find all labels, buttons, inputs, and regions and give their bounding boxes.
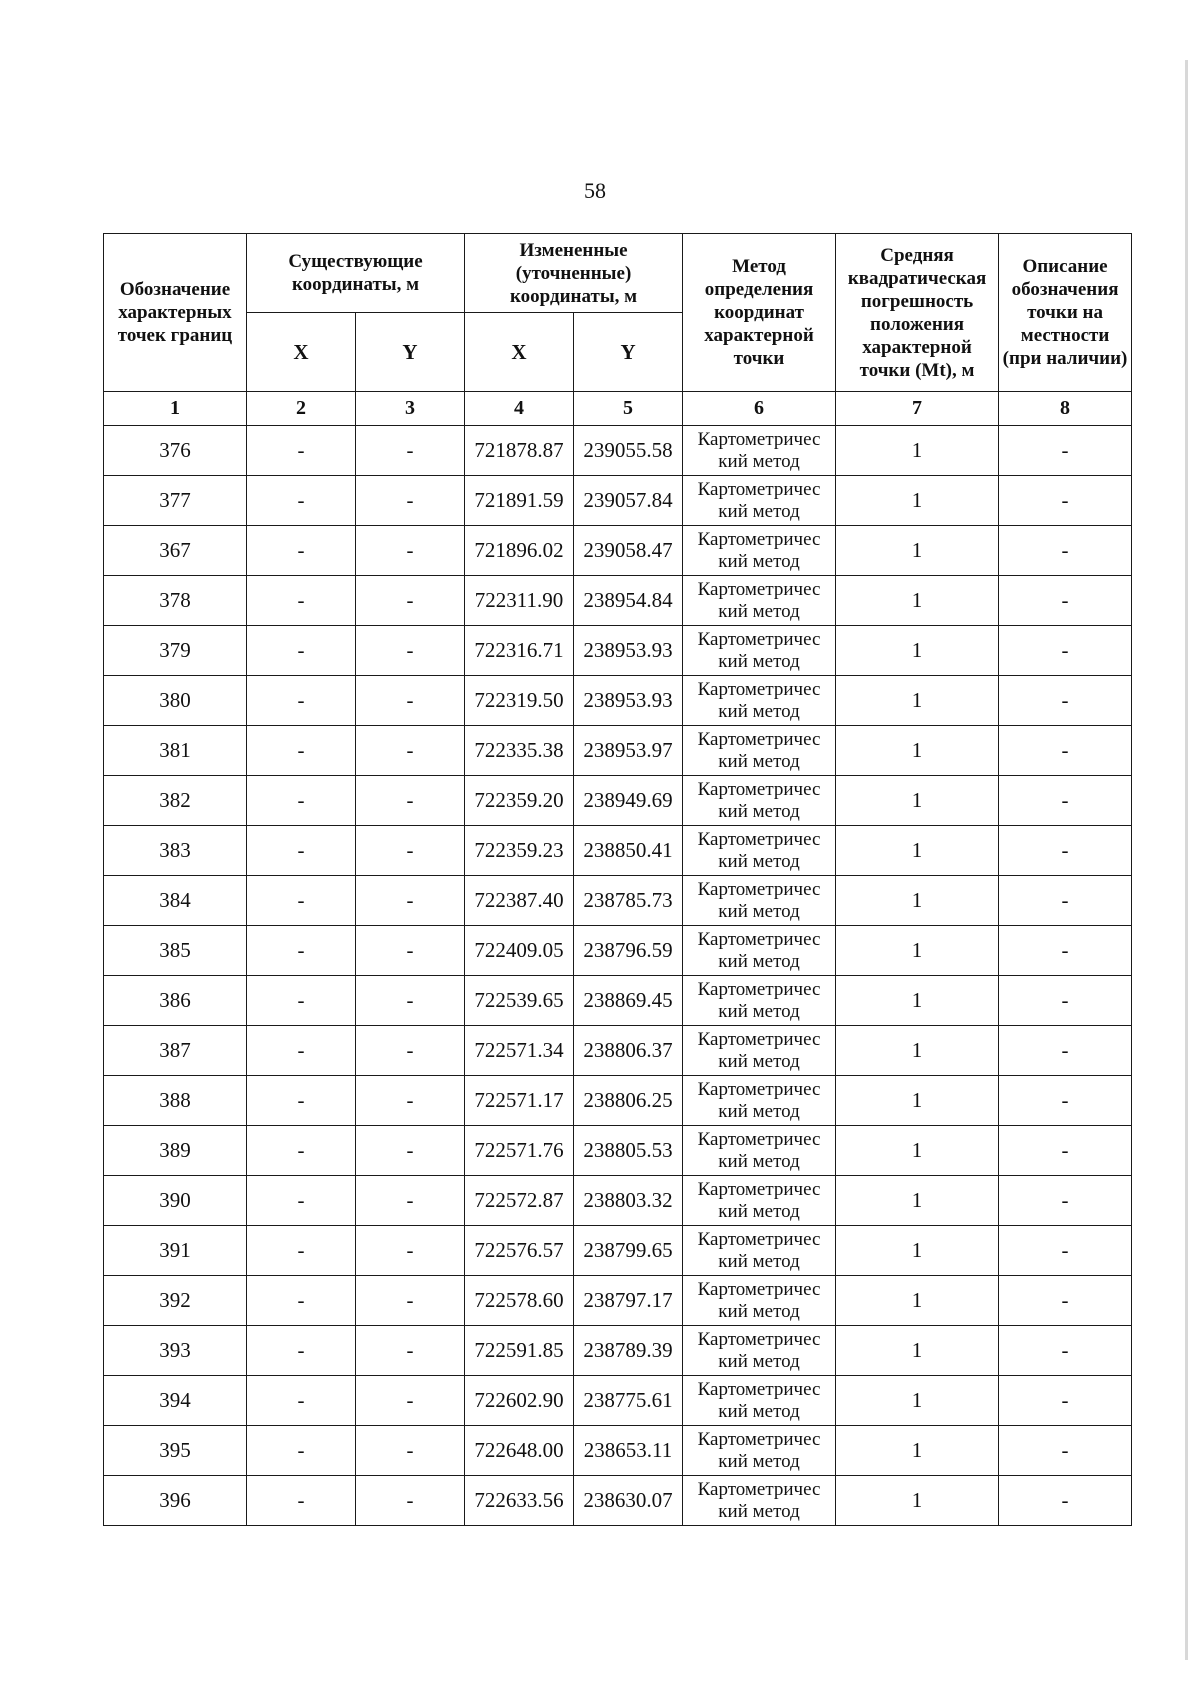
cell-existing-y: - [356, 1326, 465, 1376]
header-mean-error: Средняя квадратическая погрешность положения характерной точки (Mt), м [836, 234, 999, 392]
cell-description: - [999, 1126, 1132, 1176]
cell-changed-x: 722335.38 [465, 726, 574, 776]
cell-existing-y: - [356, 526, 465, 576]
cell-existing-y: - [356, 676, 465, 726]
table-row [104, 1126, 1132, 1176]
cell-method: Картометричес кий метод [683, 576, 836, 626]
table-row [104, 1376, 1132, 1426]
cell-mean-error: 1 [836, 476, 999, 526]
cell-point-id: 382 [104, 776, 247, 826]
table-row [104, 476, 1132, 526]
cell-existing-y: - [356, 1026, 465, 1076]
table-body [104, 426, 1132, 1526]
cell-description: - [999, 876, 1132, 926]
cell-point-id: 394 [104, 1376, 247, 1426]
page-edge-shadow [1185, 60, 1188, 1660]
cell-changed-y: 238805.53 [574, 1126, 683, 1176]
page-number: 58 [584, 178, 606, 203]
cell-point-id: 376 [104, 426, 247, 476]
cell-description: - [999, 426, 1132, 476]
cell-method: Картометричес кий метод [683, 1226, 836, 1276]
cell-existing-y: - [356, 926, 465, 976]
cell-changed-y: 238785.73 [574, 876, 683, 926]
header-changed-x: X [465, 313, 574, 392]
cell-changed-x: 722571.17 [465, 1076, 574, 1126]
cell-description: - [999, 576, 1132, 626]
cell-existing-y: - [356, 776, 465, 826]
cell-existing-x: - [247, 1176, 356, 1226]
cell-changed-y: 239055.58 [574, 426, 683, 476]
cell-existing-x: - [247, 576, 356, 626]
cell-changed-y: 238949.69 [574, 776, 683, 826]
table-row [104, 626, 1132, 676]
cell-existing-x: - [247, 726, 356, 776]
cell-existing-x: - [247, 776, 356, 826]
cell-method: Картометричес кий метод [683, 526, 836, 576]
cell-method: Картометричес кий метод [683, 626, 836, 676]
column-number: 8 [999, 392, 1132, 426]
cell-method: Картометричес кий метод [683, 1476, 836, 1526]
coordinates-table [103, 233, 1132, 1526]
cell-existing-y: - [356, 476, 465, 526]
cell-changed-x: 722572.87 [465, 1176, 574, 1226]
cell-method: Картометричес кий метод [683, 976, 836, 1026]
cell-point-id: 385 [104, 926, 247, 976]
cell-mean-error: 1 [836, 1126, 999, 1176]
cell-changed-y: 238953.97 [574, 726, 683, 776]
cell-existing-y: - [356, 826, 465, 876]
table-row [104, 576, 1132, 626]
cell-description: - [999, 676, 1132, 726]
cell-mean-error: 1 [836, 1226, 999, 1276]
column-number: 7 [836, 392, 999, 426]
cell-existing-x: - [247, 1026, 356, 1076]
cell-changed-x: 722539.65 [465, 976, 574, 1026]
cell-mean-error: 1 [836, 1426, 999, 1476]
cell-method: Картометричес кий метод [683, 676, 836, 726]
cell-point-id: 386 [104, 976, 247, 1026]
cell-mean-error: 1 [836, 876, 999, 926]
cell-point-id: 387 [104, 1026, 247, 1076]
cell-point-id: 395 [104, 1426, 247, 1476]
cell-changed-x: 722316.71 [465, 626, 574, 676]
cell-existing-x: - [247, 876, 356, 926]
cell-method: Картометричес кий метод [683, 726, 836, 776]
header-existing-x: X [247, 313, 356, 392]
table-row [104, 876, 1132, 926]
cell-point-id: 383 [104, 826, 247, 876]
cell-mean-error: 1 [836, 426, 999, 476]
table-row [104, 1426, 1132, 1476]
cell-existing-x: - [247, 1126, 356, 1176]
header-changed-coords: Измененные (уточненные) координаты, м [465, 234, 683, 313]
cell-method: Картометричес кий метод [683, 1176, 836, 1226]
cell-point-id: 381 [104, 726, 247, 776]
cell-method: Картометричес кий метод [683, 1276, 836, 1326]
cell-changed-x: 722648.00 [465, 1426, 574, 1476]
cell-changed-y: 238796.59 [574, 926, 683, 976]
cell-existing-x: - [247, 1276, 356, 1326]
table-row [104, 1076, 1132, 1126]
cell-mean-error: 1 [836, 1076, 999, 1126]
table-row [104, 426, 1132, 476]
cell-point-id: 392 [104, 1276, 247, 1326]
cell-changed-y: 238953.93 [574, 626, 683, 676]
table-row [104, 726, 1132, 776]
column-number: 5 [574, 392, 683, 426]
cell-method: Картометричес кий метод [683, 1326, 836, 1376]
cell-mean-error: 1 [836, 676, 999, 726]
cell-mean-error: 1 [836, 976, 999, 1026]
cell-mean-error: 1 [836, 776, 999, 826]
cell-mean-error: 1 [836, 726, 999, 776]
cell-point-id: 389 [104, 1126, 247, 1176]
cell-mean-error: 1 [836, 1176, 999, 1226]
cell-existing-y: - [356, 1426, 465, 1476]
table-row [104, 1226, 1132, 1276]
cell-description: - [999, 526, 1132, 576]
cell-point-id: 390 [104, 1176, 247, 1226]
header-point-designation: Обозначение характерных точек границ [104, 234, 247, 392]
cell-existing-x: - [247, 626, 356, 676]
cell-existing-x: - [247, 926, 356, 976]
cell-mean-error: 1 [836, 826, 999, 876]
table-row [104, 526, 1132, 576]
cell-changed-x: 722591.85 [465, 1326, 574, 1376]
cell-point-id: 391 [104, 1226, 247, 1276]
table-row [104, 826, 1132, 876]
table-row [104, 1176, 1132, 1226]
cell-changed-x: 722359.23 [465, 826, 574, 876]
cell-mean-error: 1 [836, 576, 999, 626]
cell-method: Картометричес кий метод [683, 426, 836, 476]
cell-description: - [999, 1076, 1132, 1126]
cell-description: - [999, 1326, 1132, 1376]
cell-point-id: 388 [104, 1076, 247, 1126]
header-method: Метод определения координат характерной точки [683, 234, 836, 392]
cell-point-id: 384 [104, 876, 247, 926]
cell-description: - [999, 476, 1132, 526]
cell-changed-y: 239058.47 [574, 526, 683, 576]
cell-existing-y: - [356, 726, 465, 776]
cell-mean-error: 1 [836, 626, 999, 676]
cell-description: - [999, 776, 1132, 826]
cell-existing-y: - [356, 976, 465, 1026]
column-number: 1 [104, 392, 247, 426]
cell-changed-x: 722576.57 [465, 1226, 574, 1276]
column-number: 6 [683, 392, 836, 426]
table-row [104, 1276, 1132, 1326]
cell-changed-x: 721896.02 [465, 526, 574, 576]
cell-existing-x: - [247, 426, 356, 476]
cell-description: - [999, 1276, 1132, 1326]
cell-changed-x: 722319.50 [465, 676, 574, 726]
cell-existing-y: - [356, 1476, 465, 1526]
cell-changed-x: 721891.59 [465, 476, 574, 526]
cell-point-id: 396 [104, 1476, 247, 1526]
cell-existing-y: - [356, 1276, 465, 1326]
cell-changed-y: 238954.84 [574, 576, 683, 626]
cell-changed-y: 238797.17 [574, 1276, 683, 1326]
cell-method: Картометричес кий метод [683, 1126, 836, 1176]
cell-existing-x: - [247, 1076, 356, 1126]
cell-existing-x: - [247, 1326, 356, 1376]
cell-changed-y: 238630.07 [574, 1476, 683, 1526]
cell-method: Картометричес кий метод [683, 476, 836, 526]
cell-existing-y: - [356, 426, 465, 476]
header-existing-y: Y [356, 313, 465, 392]
cell-existing-x: - [247, 826, 356, 876]
cell-changed-x: 722571.34 [465, 1026, 574, 1076]
cell-point-id: 377 [104, 476, 247, 526]
cell-description: - [999, 726, 1132, 776]
cell-method: Картометричес кий метод [683, 1076, 836, 1126]
cell-description: - [999, 1226, 1132, 1276]
cell-point-id: 380 [104, 676, 247, 726]
cell-changed-x: 721878.87 [465, 426, 574, 476]
cell-description: - [999, 1026, 1132, 1076]
cell-mean-error: 1 [836, 1326, 999, 1376]
cell-method: Картометричес кий метод [683, 1376, 836, 1426]
cell-mean-error: 1 [836, 526, 999, 576]
cell-mean-error: 1 [836, 1476, 999, 1526]
cell-existing-x: - [247, 676, 356, 726]
cell-method: Картометричес кий метод [683, 1026, 836, 1076]
column-number: 4 [465, 392, 574, 426]
cell-existing-x: - [247, 976, 356, 1026]
cell-changed-y: 238869.45 [574, 976, 683, 1026]
cell-description: - [999, 1176, 1132, 1226]
header-description: Описание обозначения точки на местности (при наличии) [999, 234, 1132, 392]
cell-changed-x: 722571.76 [465, 1126, 574, 1176]
table-row [104, 926, 1132, 976]
cell-changed-y: 238775.61 [574, 1376, 683, 1426]
header-changed-y: Y [574, 313, 683, 392]
cell-changed-y: 238806.37 [574, 1026, 683, 1076]
cell-existing-y: - [356, 1176, 465, 1226]
cell-changed-x: 722311.90 [465, 576, 574, 626]
cell-mean-error: 1 [836, 1276, 999, 1326]
cell-mean-error: 1 [836, 1026, 999, 1076]
cell-changed-y: 238789.39 [574, 1326, 683, 1376]
cell-method: Картометричес кий метод [683, 1426, 836, 1476]
cell-method: Картометричес кий метод [683, 776, 836, 826]
cell-existing-x: - [247, 526, 356, 576]
table-row [104, 976, 1132, 1026]
table-row [104, 1026, 1132, 1076]
cell-changed-y: 238803.32 [574, 1176, 683, 1226]
cell-description: - [999, 976, 1132, 1026]
cell-changed-x: 722602.90 [465, 1376, 574, 1426]
cell-point-id: 379 [104, 626, 247, 676]
cell-existing-x: - [247, 1426, 356, 1476]
cell-point-id: 393 [104, 1326, 247, 1376]
header-existing-coords: Существующие координаты, м [247, 234, 465, 313]
cell-mean-error: 1 [836, 1376, 999, 1426]
cell-existing-y: - [356, 626, 465, 676]
column-number: 3 [356, 392, 465, 426]
cell-existing-y: - [356, 1226, 465, 1276]
cell-existing-x: - [247, 476, 356, 526]
cell-changed-y: 239057.84 [574, 476, 683, 526]
cell-description: - [999, 1476, 1132, 1526]
cell-description: - [999, 626, 1132, 676]
cell-existing-x: - [247, 1376, 356, 1426]
cell-method: Картометричес кий метод [683, 926, 836, 976]
cell-description: - [999, 926, 1132, 976]
cell-description: - [999, 1376, 1132, 1426]
cell-changed-x: 722387.40 [465, 876, 574, 926]
cell-description: - [999, 826, 1132, 876]
cell-existing-y: - [356, 1126, 465, 1176]
cell-changed-y: 238953.93 [574, 676, 683, 726]
cell-existing-y: - [356, 876, 465, 926]
cell-mean-error: 1 [836, 926, 999, 976]
table-row [104, 1326, 1132, 1376]
cell-existing-y: - [356, 576, 465, 626]
table-row [104, 1476, 1132, 1526]
cell-point-id: 378 [104, 576, 247, 626]
cell-existing-x: - [247, 1226, 356, 1276]
cell-changed-y: 238806.25 [574, 1076, 683, 1126]
cell-existing-y: - [356, 1376, 465, 1426]
table-row [104, 676, 1132, 726]
cell-existing-x: - [247, 1476, 356, 1526]
cell-changed-y: 238799.65 [574, 1226, 683, 1276]
cell-changed-x: 722578.60 [465, 1276, 574, 1326]
table-row [104, 776, 1132, 826]
cell-changed-y: 238850.41 [574, 826, 683, 876]
cell-changed-x: 722633.56 [465, 1476, 574, 1526]
cell-changed-x: 722409.05 [465, 926, 574, 976]
cell-description: - [999, 1426, 1132, 1476]
cell-method: Картометричес кий метод [683, 876, 836, 926]
cell-method: Картометричес кий метод [683, 826, 836, 876]
cell-changed-x: 722359.20 [465, 776, 574, 826]
column-number: 2 [247, 392, 356, 426]
cell-changed-y: 238653.11 [574, 1426, 683, 1476]
cell-point-id: 367 [104, 526, 247, 576]
cell-existing-y: - [356, 1076, 465, 1126]
